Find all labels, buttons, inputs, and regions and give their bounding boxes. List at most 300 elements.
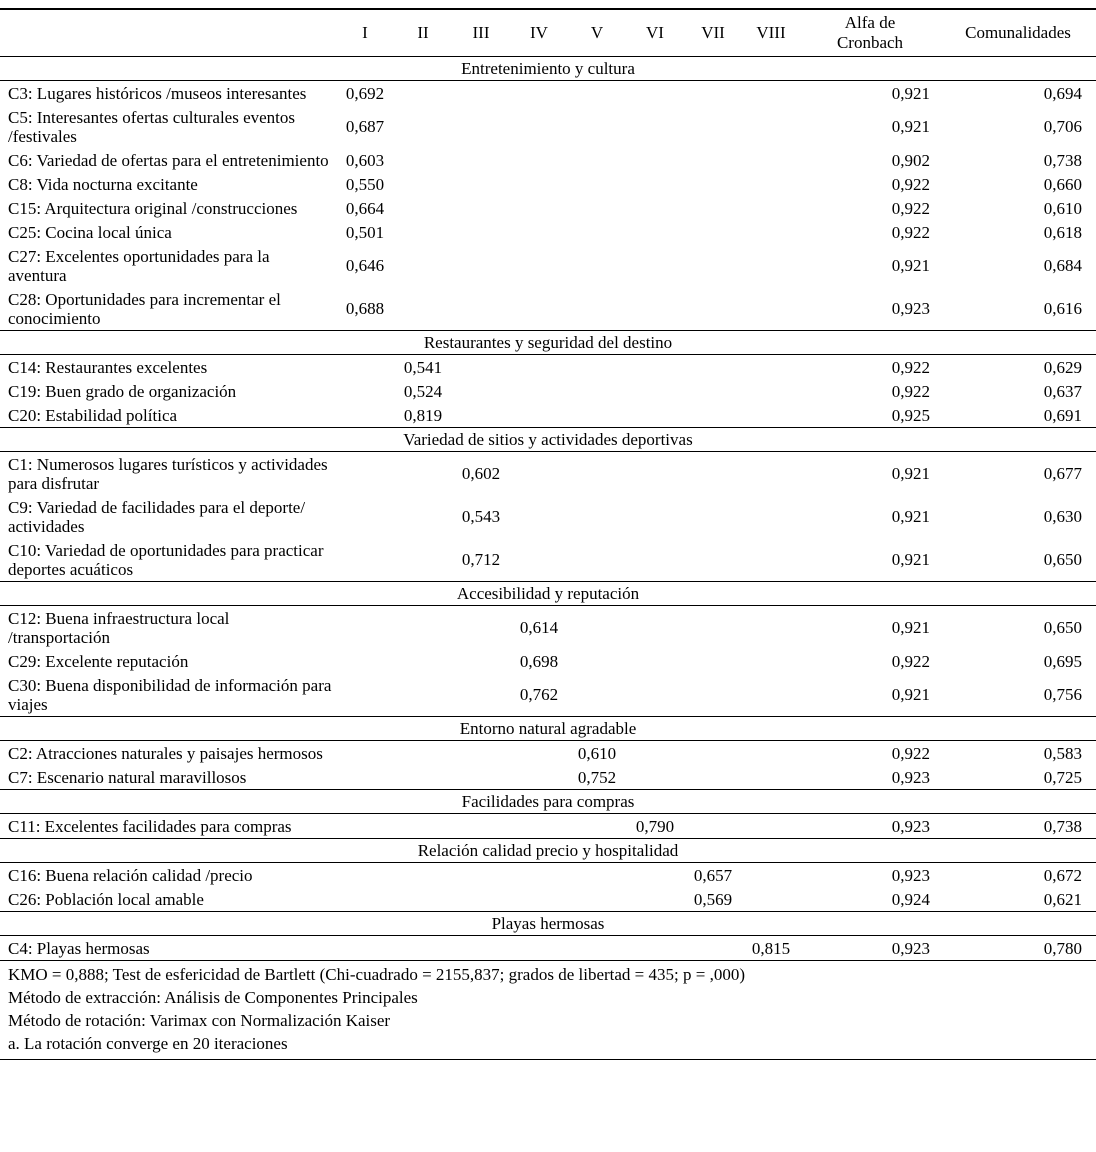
factor-cell-empty [568, 105, 626, 148]
factor-cell-empty [452, 936, 510, 961]
table-row [0, 936, 1096, 961]
comunalidad-value: 0,725 [1043, 767, 1082, 787]
factor-cell-empty [742, 379, 800, 403]
header-factor-v: V [568, 9, 626, 57]
section-title: Accesibilidad y reputación [0, 582, 1096, 606]
factor-cell-empty [394, 287, 452, 331]
factor-cell-empty [684, 105, 742, 148]
results-table [0, 8, 1096, 961]
factor-cell-empty [452, 220, 510, 244]
factor-cell-empty [626, 936, 684, 961]
alfa-value: 0,923 [891, 767, 930, 787]
factor-loading: 0,541 [403, 357, 443, 377]
factor-cell-empty [336, 538, 394, 582]
factor-loading: 0,692 [345, 83, 385, 103]
factor-cell-empty [394, 220, 452, 244]
factor-cell-empty [568, 244, 626, 287]
factor-cell-empty [684, 452, 742, 496]
row-label: C14: Restaurantes excelentes [8, 357, 208, 377]
factor-cell-empty [568, 606, 626, 650]
factor-cell-empty [626, 538, 684, 582]
factor-cell-empty [452, 244, 510, 287]
factor-cell-empty [684, 196, 742, 220]
table-row [0, 649, 1096, 673]
header-factor-viii: VIII [742, 9, 800, 57]
factor-cell-empty [510, 741, 568, 766]
footnote-line: KMO = 0,888; Test de esfericidad de Bartlett (Chi-cuadrado = 2155,837; grados de libertad = 435; p = ,000) [8, 965, 745, 984]
alfa-value: 0,924 [891, 889, 930, 909]
table-row [0, 673, 1096, 717]
factor-cell-empty [568, 495, 626, 538]
factor-cell-empty [568, 403, 626, 428]
factor-cell-empty [626, 863, 684, 888]
factor-cell-empty [742, 287, 800, 331]
row-label: C2: Atracciones naturales y paisajes hermosos [8, 743, 323, 763]
row-label: C26: Población local amable [8, 889, 204, 909]
factor-cell-empty [510, 765, 568, 790]
section-title: Variedad de sitios y actividades deportivas [0, 428, 1096, 452]
factor-cell-empty [568, 81, 626, 106]
alfa-value: 0,921 [891, 685, 930, 704]
header-factor-vi: VI [626, 9, 684, 57]
alfa-value: 0,922 [891, 381, 930, 401]
factor-cell-empty [394, 863, 452, 888]
factor-cell-empty [336, 765, 394, 790]
factor-cell-empty [684, 81, 742, 106]
table-row [0, 863, 1096, 888]
row-label: C9: Variedad de facilidades para el deporte/ actividades [8, 497, 306, 536]
table-row [0, 403, 1096, 428]
comunalidad-value: 0,694 [1043, 83, 1082, 103]
header-factor-iv: IV [510, 9, 568, 57]
alfa-value: 0,922 [891, 651, 930, 671]
comunalidad-value: 0,738 [1043, 816, 1082, 836]
alfa-value: 0,922 [891, 198, 930, 218]
table-row [0, 379, 1096, 403]
factor-cell-empty [336, 452, 394, 496]
row-label: C7: Escenario natural maravillosos [8, 767, 247, 787]
factor-cell-empty [742, 495, 800, 538]
header-factor-iii: III [452, 9, 510, 57]
factor-loading: 0,698 [519, 651, 559, 671]
factor-cell-empty [626, 887, 684, 912]
section-title-row [0, 582, 1096, 606]
alfa-value: 0,921 [891, 83, 930, 103]
factor-cell-empty [568, 863, 626, 888]
section-title: Entretenimiento y cultura [0, 57, 1096, 81]
comunalidad-value: 0,618 [1043, 222, 1082, 242]
factor-cell-empty [452, 887, 510, 912]
factor-cell-empty [394, 673, 452, 717]
factor-cell-empty [394, 81, 452, 106]
header-factor-ii: II [394, 9, 452, 57]
factor-cell-empty [568, 148, 626, 172]
comunalidad-value: 0,684 [1043, 256, 1082, 275]
factor-cell-empty [452, 81, 510, 106]
table-row [0, 148, 1096, 172]
factor-cell-empty [742, 244, 800, 287]
factor-cell-empty [742, 81, 800, 106]
factor-cell-empty [568, 220, 626, 244]
table-row [0, 355, 1096, 380]
factor-cell-empty [510, 105, 568, 148]
alfa-value: 0,921 [891, 117, 930, 136]
factor-cell-empty [510, 81, 568, 106]
row-label: C8: Vida nocturna excitante [8, 174, 198, 194]
section-title-row [0, 331, 1096, 355]
table-footnotes [0, 961, 1096, 1060]
factor-cell-empty [510, 148, 568, 172]
table-row [0, 287, 1096, 331]
factor-cell-empty [684, 538, 742, 582]
alfa-value: 0,922 [891, 222, 930, 242]
comunalidad-value: 0,756 [1043, 685, 1082, 704]
factor-cell-empty [568, 673, 626, 717]
factor-loading: 0,550 [345, 174, 385, 194]
section-title: Relación calidad precio y hospitalidad [0, 839, 1096, 863]
footnote-line: Método de extracción: Análisis de Componentes Principales [8, 988, 418, 1007]
factor-cell-empty [742, 606, 800, 650]
factor-cell-empty [452, 196, 510, 220]
factor-cell-empty [568, 287, 626, 331]
factor-cell-empty [510, 287, 568, 331]
factor-cell-empty [568, 379, 626, 403]
factor-cell-empty [626, 452, 684, 496]
factor-cell-empty [510, 863, 568, 888]
factor-cell-empty [684, 403, 742, 428]
alfa-de-cronbach-label: Alfa de Cronbach [836, 13, 904, 52]
factor-cell-empty [684, 220, 742, 244]
factor-cell-empty [568, 936, 626, 961]
factor-cell-empty [742, 741, 800, 766]
factor-cell-empty [336, 673, 394, 717]
factor-loading: 0,614 [519, 618, 559, 637]
table-row [0, 220, 1096, 244]
factor-cell-empty [510, 220, 568, 244]
factor-cell-empty [336, 606, 394, 650]
factor-cell-empty [684, 287, 742, 331]
alfa-value: 0,902 [891, 150, 930, 170]
factor-cell-empty [568, 196, 626, 220]
factor-cell-empty [742, 105, 800, 148]
alfa-value: 0,921 [891, 507, 930, 526]
factor-cell-empty [684, 606, 742, 650]
factor-loading: 0,603 [345, 150, 385, 170]
factor-cell-empty [336, 936, 394, 961]
factor-loading: 0,646 [345, 256, 385, 275]
table-row [0, 172, 1096, 196]
comunalidad-value: 0,691 [1043, 405, 1082, 425]
factor-cell-empty [510, 355, 568, 380]
table-row [0, 741, 1096, 766]
table-row [0, 495, 1096, 538]
comunalidad-value: 0,706 [1043, 117, 1082, 136]
factor-loading: 0,501 [345, 222, 385, 242]
alfa-value: 0,921 [891, 550, 930, 569]
row-label: C20: Estabilidad política [8, 405, 178, 425]
factor-cell-empty [394, 196, 452, 220]
alfa-value: 0,923 [891, 816, 930, 836]
factor-cell-empty [742, 538, 800, 582]
factor-cell-empty [510, 538, 568, 582]
comunalidad-value: 0,630 [1043, 507, 1082, 526]
table-row [0, 814, 1096, 839]
factor-cell-empty [684, 814, 742, 839]
factor-cell-empty [510, 936, 568, 961]
factor-cell-empty [510, 403, 568, 428]
factor-cell-empty [394, 452, 452, 496]
factor-cell-empty [452, 741, 510, 766]
factor-cell-empty [742, 765, 800, 790]
factor-cell-empty [510, 814, 568, 839]
comunalidad-value: 0,695 [1043, 651, 1082, 671]
row-label: C28: Oportunidades para incrementar el conocimiento [8, 289, 281, 328]
factor-loading: 0,688 [345, 299, 385, 318]
section-title: Restaurantes y seguridad del destino [0, 331, 1096, 355]
alfa-value: 0,922 [891, 743, 930, 763]
factor-cell-empty [626, 606, 684, 650]
header-comunalidades: Comunalidades [940, 9, 1096, 57]
factor-cell-empty [568, 814, 626, 839]
comunalidad-value: 0,610 [1043, 198, 1082, 218]
factor-cell-empty [626, 379, 684, 403]
factor-cell-empty [684, 379, 742, 403]
factor-cell-empty [626, 196, 684, 220]
section-title-row [0, 839, 1096, 863]
factor-cell-empty [626, 172, 684, 196]
factor-cell-empty [684, 741, 742, 766]
factor-loading: 0,664 [345, 198, 385, 218]
factor-cell-empty [394, 172, 452, 196]
factor-cell-empty [742, 814, 800, 839]
factor-cell-empty [394, 538, 452, 582]
factor-cell-empty [510, 379, 568, 403]
factor-cell-empty [394, 606, 452, 650]
factor-cell-empty [568, 355, 626, 380]
row-label: C3: Lugares históricos /museos interesantes [8, 83, 307, 103]
factor-cell-empty [510, 172, 568, 196]
header-alfa-de-cronbach [800, 9, 940, 57]
row-label: C11: Excelentes facilidades para compras [8, 816, 292, 836]
factor-cell-empty [336, 863, 394, 888]
section-title-row [0, 717, 1096, 741]
comunalidad-value: 0,677 [1043, 464, 1082, 483]
row-label: C15: Arquitectura original /construcciones [8, 198, 298, 218]
factor-cell-empty [626, 495, 684, 538]
factor-cell-empty [742, 649, 800, 673]
section-title: Playas hermosas [0, 912, 1096, 936]
factor-cell-empty [684, 172, 742, 196]
factor-cell-empty [626, 403, 684, 428]
factor-cell-empty [684, 148, 742, 172]
factor-loading: 0,569 [693, 889, 733, 909]
footnote-line: Método de rotación: Varimax con Normalización Kaiser [8, 1011, 391, 1030]
row-label: C19: Buen grado de organización [8, 381, 237, 401]
factor-cell-empty [568, 538, 626, 582]
factor-loading: 0,790 [635, 816, 675, 836]
alfa-value: 0,921 [891, 256, 930, 275]
factor-loading: 0,524 [403, 381, 443, 401]
factor-cell-empty [452, 148, 510, 172]
section-title-row [0, 428, 1096, 452]
factor-loading: 0,657 [693, 865, 733, 885]
factor-cell-empty [336, 649, 394, 673]
factor-cell-empty [684, 673, 742, 717]
factor-cell-empty [626, 105, 684, 148]
factor-cell-empty [510, 196, 568, 220]
header-empty-cell [0, 9, 336, 57]
comunalidad-value: 0,650 [1043, 550, 1082, 569]
factor-cell-empty [568, 172, 626, 196]
table-row [0, 606, 1096, 650]
factor-cell-empty [626, 287, 684, 331]
row-label: C10: Variedad de oportunidades para practicar deportes acuáticos [8, 540, 324, 579]
factor-cell-empty [336, 741, 394, 766]
comunalidad-value: 0,780 [1043, 938, 1082, 958]
row-label: C1: Numerosos lugares turísticos y actividades para disfrutar [8, 454, 328, 493]
factor-cell-empty [452, 105, 510, 148]
table-row [0, 887, 1096, 912]
factor-cell-empty [336, 379, 394, 403]
factor-cell-empty [626, 81, 684, 106]
factor-cell-empty [452, 649, 510, 673]
table-row [0, 196, 1096, 220]
section-title: Facilidades para compras [0, 790, 1096, 814]
alfa-value: 0,925 [891, 405, 930, 425]
alfa-value: 0,921 [891, 618, 930, 637]
factor-cell-empty [452, 379, 510, 403]
comunalidad-value: 0,637 [1043, 381, 1082, 401]
table-row [0, 81, 1096, 106]
row-label: C30: Buena disponibilidad de información para viajes [8, 675, 332, 714]
factor-cell-empty [742, 355, 800, 380]
factor-loading: 0,610 [577, 743, 617, 763]
factor-cell-empty [394, 649, 452, 673]
factor-cell-empty [626, 220, 684, 244]
row-label: C27: Excelentes oportunidades para la aventura [8, 246, 270, 285]
alfa-value: 0,922 [891, 357, 930, 377]
factor-cell-empty [568, 452, 626, 496]
factor-cell-empty [626, 673, 684, 717]
comunalidad-value: 0,738 [1043, 150, 1082, 170]
comunalidad-value: 0,672 [1043, 865, 1082, 885]
factor-cell-empty [742, 673, 800, 717]
factor-cell-empty [626, 649, 684, 673]
factor-loading: 0,687 [345, 117, 385, 136]
comunalidad-value: 0,650 [1043, 618, 1082, 637]
factor-cell-empty [742, 452, 800, 496]
factor-cell-empty [394, 741, 452, 766]
factor-cell-empty [684, 355, 742, 380]
header-factor-i: I [336, 9, 394, 57]
comunalidad-value: 0,583 [1043, 743, 1082, 763]
table-row [0, 105, 1096, 148]
alfa-value: 0,923 [891, 299, 930, 318]
factor-cell-empty [452, 863, 510, 888]
factor-cell-empty [684, 936, 742, 961]
alfa-value: 0,923 [891, 865, 930, 885]
factor-loading: 0,752 [577, 767, 617, 787]
row-label: C25: Cocina local única [8, 222, 172, 242]
table-row [0, 538, 1096, 582]
alfa-value: 0,922 [891, 174, 930, 194]
factor-cell-empty [452, 765, 510, 790]
factor-cell-empty [568, 649, 626, 673]
factor-cell-empty [742, 148, 800, 172]
row-label: C12: Buena infraestructura local /transportación [8, 608, 230, 647]
factor-cell-empty [684, 649, 742, 673]
table-row [0, 244, 1096, 287]
factor-cell-empty [510, 244, 568, 287]
factor-cell-empty [684, 765, 742, 790]
table-row [0, 452, 1096, 496]
factor-cell-empty [394, 936, 452, 961]
factor-cell-empty [742, 863, 800, 888]
factor-cell-empty [742, 220, 800, 244]
factor-cell-empty [336, 495, 394, 538]
factor-cell-empty [510, 887, 568, 912]
factor-cell-empty [336, 355, 394, 380]
factor-cell-empty [510, 495, 568, 538]
factor-cell-empty [394, 148, 452, 172]
factor-cell-empty [626, 765, 684, 790]
factor-loading: 0,815 [751, 938, 791, 958]
factor-cell-empty [394, 887, 452, 912]
factor-cell-empty [510, 452, 568, 496]
factor-cell-empty [394, 765, 452, 790]
factor-loading: 0,819 [403, 405, 443, 425]
factor-loading: 0,762 [519, 685, 559, 704]
factor-loading: 0,602 [461, 464, 501, 483]
comunalidad-value: 0,616 [1043, 299, 1082, 318]
row-label: C6: Variedad de ofertas para el entretenimiento [8, 150, 329, 170]
factor-cell-empty [626, 148, 684, 172]
section-title: Entorno natural agradable [0, 717, 1096, 741]
alfa-value: 0,921 [891, 464, 930, 483]
factor-loading: 0,712 [461, 550, 501, 569]
factor-cell-empty [336, 403, 394, 428]
factor-cell-empty [742, 172, 800, 196]
factor-cell-empty [394, 244, 452, 287]
factor-cell-empty [452, 172, 510, 196]
factor-cell-empty [452, 403, 510, 428]
factor-cell-empty [452, 287, 510, 331]
factor-cell-empty [568, 887, 626, 912]
factor-cell-empty [452, 673, 510, 717]
factor-cell-empty [452, 814, 510, 839]
row-label: C4: Playas hermosas [8, 938, 150, 958]
comunalidad-value: 0,629 [1043, 357, 1082, 377]
factor-cell-empty [394, 814, 452, 839]
alfa-value: 0,923 [891, 938, 930, 958]
factor-cell-empty [452, 606, 510, 650]
comunalidad-value: 0,621 [1043, 889, 1082, 909]
comunalidad-value: 0,660 [1043, 174, 1082, 194]
factor-loading: 0,543 [461, 507, 501, 526]
factor-cell-empty [626, 355, 684, 380]
section-title-row [0, 790, 1096, 814]
factor-cell-empty [336, 887, 394, 912]
header-row [0, 9, 1096, 57]
factor-cell-empty [684, 495, 742, 538]
factor-cell-empty [742, 196, 800, 220]
factor-cell-empty [626, 244, 684, 287]
factor-cell-empty [336, 814, 394, 839]
factor-cell-empty [626, 741, 684, 766]
row-label: C16: Buena relación calidad /precio [8, 865, 253, 885]
row-label: C5: Interesantes ofertas culturales eventos /festivales [8, 107, 296, 146]
factor-cell-empty [684, 244, 742, 287]
